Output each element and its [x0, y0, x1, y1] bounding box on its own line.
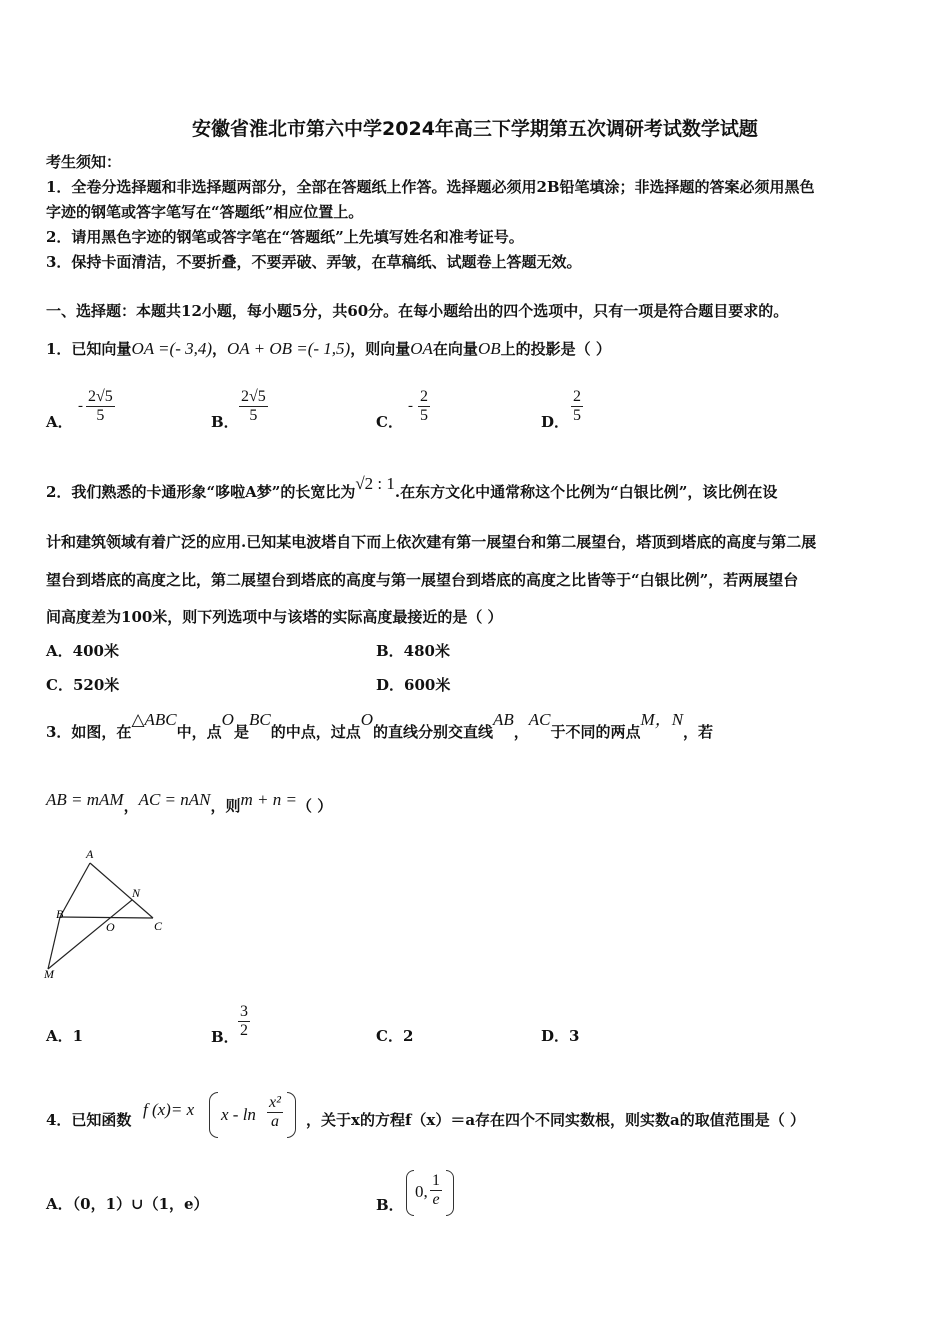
q1-option-a-label: A．: [46, 413, 73, 431]
q2-option-c: C．520米: [46, 676, 120, 694]
q3-mn: M，N: [640, 710, 684, 729]
q4-option-b-label: B．: [376, 1196, 404, 1214]
q2-line-1a: 2．我们熟悉的卡通形象“哆啦A梦”的长宽比为: [46, 483, 356, 501]
q4-f-body: x - ln: [221, 1105, 256, 1124]
q1-option-a-sign: -: [78, 398, 83, 414]
q1-option-c-sign: -: [408, 398, 413, 414]
notice-line-2: 2．请用黑色字迹的钢笔或答字笔在“答题纸”上先填写姓名和准考证号。: [46, 228, 524, 246]
q3-triangle: △ABC: [131, 710, 177, 729]
q1-prefix: 1．已知向量: [46, 340, 132, 358]
q1-oa-expr: OA =(- 3,4): [131, 339, 213, 358]
q3-point-o2: O: [360, 710, 373, 729]
q3-point-o: O: [221, 710, 234, 729]
q3-text-1: 3．如图，在: [46, 723, 132, 741]
q4-fraction: $\frac{\text{x²}}{a}$: [269, 1094, 281, 1130]
label-n: N: [132, 886, 141, 900]
q3-text-4: 的中点，过点: [270, 723, 361, 741]
q4-right-paren: [287, 1092, 296, 1138]
q3-text-10: （ ）: [297, 797, 333, 815]
q3-ab: AB: [493, 710, 514, 729]
segment-ac: [90, 863, 153, 918]
q1-option-b-fraction: $\frac{2√5}{5}$: [241, 388, 266, 424]
q3-option-c: C．2: [376, 1027, 414, 1045]
label-c: C: [154, 919, 163, 933]
q2-option-b: B．480米: [376, 642, 450, 660]
q1-option-b-label: B．: [211, 413, 239, 431]
q3-comma: ，: [123, 797, 139, 815]
q4-option-b-interval: [406, 1170, 456, 1218]
q4-b-fraction: $\frac{1}{e}$: [432, 1172, 440, 1208]
label-a: A: [86, 847, 94, 861]
segment-bc: [60, 917, 153, 918]
q1-ob: OB: [477, 339, 501, 358]
q3-text-5: 的直线分别交直线: [372, 723, 493, 741]
q4-b-zero: 0,: [415, 1182, 428, 1201]
q3-text-6: ，: [513, 723, 529, 741]
q2-line-1: [46, 474, 778, 502]
q1-option-d-fraction: $\frac{2}{5}$: [573, 388, 581, 424]
q1-mid2: 在向量: [432, 340, 478, 358]
q1-option-c-label: C．: [376, 413, 403, 431]
q4-b-right-paren: [446, 1170, 454, 1216]
q2-option-d: D．600米: [376, 676, 451, 694]
q2-ratio: √2 : 1: [355, 474, 395, 493]
q3-text-2: 中，点: [176, 723, 222, 741]
q3-option-d: D．3: [541, 1027, 580, 1045]
q3-eq-mn: m + n =: [240, 790, 297, 809]
q1-stem: [46, 339, 611, 359]
q4-left-paren: [209, 1092, 218, 1138]
q4-b-left-paren: [406, 1170, 414, 1216]
notice-line-1b: 字迹的钢笔或答字笔写在“答题纸”相应位置上。: [46, 203, 364, 221]
q1-sum-expr: OA + OB =(- 1,5): [227, 339, 351, 358]
q4-prefix: 4．已知函数: [46, 1111, 132, 1129]
q3-eq-ac: AC = nAN: [138, 790, 211, 809]
q1-option-d-label: D．: [541, 413, 570, 431]
q4-f-head: f (x)= x: [143, 1100, 195, 1119]
section-heading: 一、选择题：本题共12小题，每小题5分，共60分。在每小题给出的四个选项中，只有一项是符合题目要求的。: [46, 302, 789, 320]
q1-comma: ，: [212, 340, 228, 358]
q1-oa: OA: [410, 339, 433, 358]
q1-option-c-fraction: $\frac{2}{5}$: [420, 388, 428, 424]
q2-line-1b: .在东方文化中通常称这个比例为“白银比例”，该比例在设: [394, 483, 778, 501]
q3-option-b-fraction: $\frac{3}{2}$: [240, 1003, 248, 1039]
q3-text-3: 是: [233, 723, 249, 741]
label-o: O: [106, 920, 115, 934]
q2-line-2: 计和建筑领域有着广泛的应用.已知某电波塔自下而上依次建有第一展望台和第二展望台，塔顶到塔底的高度与第二展: [46, 533, 817, 551]
q3-stem-line-1: [46, 710, 714, 742]
segment-ab: [60, 863, 90, 917]
q3-triangle-figure: [40, 845, 175, 980]
q3-bc: BC: [248, 710, 271, 729]
q3-stem-line-2: [46, 790, 333, 816]
q3-eq-ab: AB = mAM: [46, 790, 124, 809]
notice-line-3: 3．保持卡面清洁，不要折叠，不要弄破、弄皱，在草稿纸、试题卷上答题无效。: [46, 253, 582, 271]
q2-line-4: 间高度差为100米，则下列选项中与该塔的实际高度最接近的是（ ）: [46, 608, 503, 626]
q1-mid: ，则向量: [350, 340, 411, 358]
notice-line-1a: 1．全卷分选择题和非选择题两部分，全部在答题纸上作答。选择题必须用2B铅笔填涂；非选择题的答案必须用黑色: [46, 178, 815, 196]
q3-text-7: 于不同的两点: [550, 723, 641, 741]
page-title: 安徽省淮北市第六中学2024年高三下学期第五次调研考试数学试题: [192, 118, 758, 140]
q4-suffix: ，关于x的方程f（x）＝a存在四个不同实数根，则实数a的取值范围是（ ）: [306, 1111, 806, 1129]
q1-suffix: 上的投影是（ ）: [500, 340, 611, 358]
q3-option-b-label: B．: [211, 1028, 239, 1046]
q3-text-9: ，则: [210, 797, 241, 815]
q2-option-a: A．400米: [46, 642, 119, 660]
notice-heading: 考生须知：: [46, 153, 122, 171]
label-b: B: [56, 907, 64, 921]
q1-option-a-fraction: $\frac{2√5}{5}$: [88, 388, 113, 424]
q3-option-a: A．1: [46, 1027, 84, 1045]
q4-option-a: A．（0，1）∪（1，e）: [46, 1195, 209, 1213]
label-m: M: [44, 967, 54, 980]
q3-text-8: ，若: [683, 723, 714, 741]
q3-ac: AC: [528, 710, 551, 729]
q2-line-3: 望台到塔底的高度之比，第二展望台到塔底的高度与第一展望台到塔底的高度之比皆等于“白银比例”，若两展望台: [46, 571, 799, 589]
